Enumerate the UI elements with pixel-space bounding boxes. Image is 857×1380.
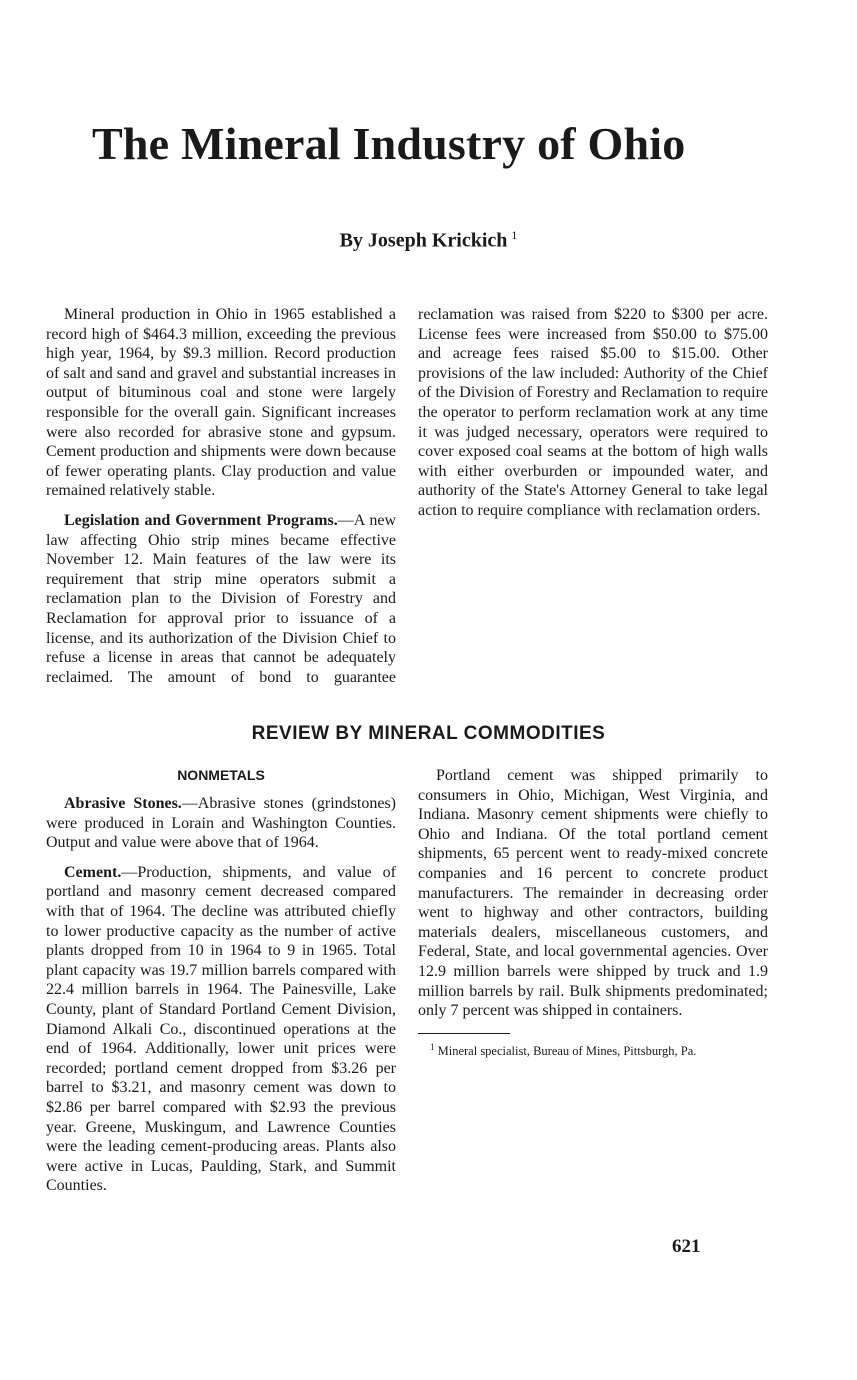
- portland-paragraph: Portland cement was shipped primarily to consumers in Ohio, Michigan, West Virginia, and Indiana. Masonry cement shipments were chiefly to Ohio and Indiana. Of the total portland cement shipments, 65 percent went to ready-mixed concrete companies and 16 percent to concrete product manufacturers. The remainder in decreasing order went to highway and other contractors, building materials dealers, miscellaneous customers, and Federal, State, and local governmental agencies. Over 12.9 million barrels were shipped by truck and 1.9 million barrels by rail. Bulk shipments predominated; only 7 percent was shipped in containers.: [418, 767, 768, 1020]
- cement-text: —Production, shipments, and value of portland and masonry cement decreased compared with that of 1964. The decline was attributed chiefly to lower productive capacity as the number of active plants dropped from 10 in 1964 to 9 in 1965. Total plant capacity was 19.7 million barrels compared with 22.4 million barrels in 1964. The Painesville, Lake County, plant of Standard Portland Cement Division, Diamond Alkali Co., discontinued operations at the end of 1964. Additionally, lower unit prices were recorded; portland cement dropped from $3.26 per barrel to $3.21, and masonry cement was down to $2.86 per barrel compared with $2.93 the previous year. Greene, Muskingum, and Lawrence Counties were the leading cement-producing areas. Plants also were active in Lucas, Paulding, Stark, and Summit Counties.: [46, 863, 396, 1195]
- abrasive-paragraph: [46, 794, 396, 853]
- footnote-text: Mineral specialist, Bureau of Mines, Pittsburgh, Pa.: [437, 1043, 697, 1058]
- subsection-heading: NONMETALS: [177, 767, 265, 783]
- cement-heading: Cement.: [64, 863, 122, 881]
- author-name: By Joseph Krickich: [339, 229, 508, 252]
- page-number: 621: [672, 1236, 701, 1257]
- review-column: [46, 766, 768, 1236]
- legislation-text: —A new law affecting Ohio strip mines became effective November 12. Main features of the law were its requirement that strip mine operators submit a reclamation plan to the Division of Forestry and Reclamation for approval prior to issuance of a license, and its authorization of the Division Chief to refuse a license in areas that cannot be adequately reclaimed. The amount of bond to guarantee reclamation was raised from $220 to $300 per acre. License fees were increased from $50.00 to $75.00 and acreage fees raised $5.00 to $15.00. Other provisions of the law included: Authority of the Chief of the Division of Forestry and Reclamation to require the operator to perform reclamation work at any time it was judged necessary, operators were required to cover exposed coal seams at the bottom of high walls with either overburden or impounded water, and authority of the State's Attorney General to take legal action to require compliance with reclamation orders.: [46, 306, 768, 686]
- author-footnote-mark: 1: [511, 228, 518, 242]
- abrasive-text: —Abrasive stones (grindstones) were produced in Lorain and Washington Counties. Output and value were above that of 1964.: [46, 795, 397, 852]
- footnote-rule: [418, 1033, 510, 1034]
- section-heading: REVIEW BY MINERAL COMMODITIES: [251, 723, 606, 744]
- cement-paragraph: [46, 863, 396, 1196]
- intro-paragraph: Mineral production in Ohio in 1965 established a record high of $464.3 million, exceeding the previous high year, 1964, by $9.3 million. Record production of salt and sand and gravel and substantial increases in output of bituminous coal and stone were largely responsible for the overall gain. Significant increases were also recorded for abrasive stone and gypsum. Cement production and shipments were down because of fewer operating plants. Clay production and value remained relatively stable.: [46, 306, 396, 500]
- legislation-heading: Legislation and Government Programs.: [64, 511, 338, 529]
- footnote: [418, 1040, 768, 1059]
- page-title: The Mineral Industry of Ohio: [92, 118, 686, 169]
- footnote-mark: 1: [430, 1041, 435, 1052]
- intro-column: [46, 305, 768, 705]
- author-byline: [0, 222, 857, 254]
- abrasive-heading: Abrasive Stones.: [64, 795, 182, 812]
